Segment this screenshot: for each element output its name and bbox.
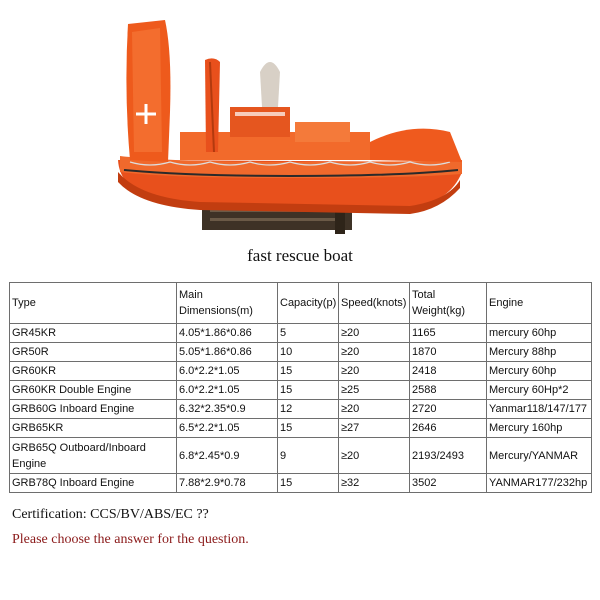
cell-type: GR60KR Double Engine — [10, 381, 177, 400]
cell-speed: ≥20 — [339, 438, 410, 474]
table-row — [10, 362, 592, 381]
cell-type: GR50R — [10, 343, 177, 362]
cell-type: GRB78Q Inboard Engine — [10, 474, 177, 493]
table-row — [10, 438, 592, 474]
table-row — [10, 400, 592, 419]
cell-type: GRB65Q Outboard/Inboard Engine — [10, 438, 177, 474]
cell-speed: ≥20 — [339, 343, 410, 362]
cell-type: GRB60G Inboard Engine — [10, 400, 177, 419]
cell-dimensions: 5.05*1.86*0.86 — [177, 343, 278, 362]
cell-capacity: 15 — [278, 474, 339, 493]
cell-weight: 2588 — [410, 381, 487, 400]
cell-dimensions: 6.8*2.45*0.9 — [177, 438, 278, 474]
cell-dimensions: 6.5*2.2*1.05 — [177, 419, 278, 438]
image-caption: fast rescue boat — [247, 246, 353, 265]
col-header-weight: Total Weight(kg) — [410, 283, 487, 324]
cell-dimensions: 7.88*2.9*0.78 — [177, 474, 278, 493]
cell-dimensions: 6.0*2.2*1.05 — [177, 381, 278, 400]
cell-weight: 2720 — [410, 400, 487, 419]
table-row — [10, 419, 592, 438]
cell-engine: Yanmar118/147/177 — [487, 400, 592, 419]
cell-type: GR60KR — [10, 362, 177, 381]
table-row — [10, 343, 592, 362]
cell-capacity: 9 — [278, 438, 339, 474]
certification-text: Certification: CCS/BV/ABS/EC ?? — [12, 507, 209, 522]
table-header-row — [10, 283, 592, 324]
cell-capacity: 12 — [278, 400, 339, 419]
cell-weight: 3502 — [410, 474, 487, 493]
cell-capacity: 15 — [278, 419, 339, 438]
davit-frame — [126, 20, 220, 162]
cell-speed: ≥20 — [339, 400, 410, 419]
cell-weight: 2646 — [410, 419, 487, 438]
col-header-dimensions: Main Dimensions(m) — [177, 283, 278, 324]
cell-weight: 2193/2493 — [410, 438, 487, 474]
cell-engine: Mercury 160hp — [487, 419, 592, 438]
cell-weight: 1165 — [410, 324, 487, 343]
cell-speed: ≥20 — [339, 362, 410, 381]
specs-table — [9, 282, 592, 493]
cell-type: GR45KR — [10, 324, 177, 343]
col-header-type: Type — [10, 283, 177, 324]
cell-weight: 2418 — [410, 362, 487, 381]
cell-dimensions: 4.05*1.86*0.86 — [177, 324, 278, 343]
cell-engine: Mercury 60hp — [487, 362, 592, 381]
cell-capacity: 15 — [278, 362, 339, 381]
table-row — [10, 324, 592, 343]
cell-speed: ≥25 — [339, 381, 410, 400]
cell-engine: mercury 60hp — [487, 324, 592, 343]
col-header-capacity: Capacity(p) — [278, 283, 339, 324]
cell-speed: ≥32 — [339, 474, 410, 493]
cell-dimensions: 6.0*2.2*1.05 — [177, 362, 278, 381]
cell-engine: Mercury/YANMAR — [487, 438, 592, 474]
table-row — [10, 474, 592, 493]
cell-capacity: 15 — [278, 381, 339, 400]
rescue-boat-image — [110, 12, 470, 240]
cell-speed: ≥20 — [339, 324, 410, 343]
cell-speed: ≥27 — [339, 419, 410, 438]
bow-cover — [370, 129, 462, 162]
cell-capacity: 10 — [278, 343, 339, 362]
col-header-engine: Engine — [487, 283, 592, 324]
col-header-speed: Speed(knots) — [339, 283, 410, 324]
cell-engine: Mercury 60Hp*2 — [487, 381, 592, 400]
table-row — [10, 381, 592, 400]
cell-capacity: 5 — [278, 324, 339, 343]
cell-dimensions: 6.32*2.35*0.9 — [177, 400, 278, 419]
cell-engine: Mercury 88hp — [487, 343, 592, 362]
question-prompt: Please choose the answer for the question. — [12, 532, 249, 547]
cell-engine: YANMAR177/232hp — [487, 474, 592, 493]
cell-type: GRB65KR — [10, 419, 177, 438]
boat-hull — [118, 156, 462, 214]
cell-weight: 1870 — [410, 343, 487, 362]
